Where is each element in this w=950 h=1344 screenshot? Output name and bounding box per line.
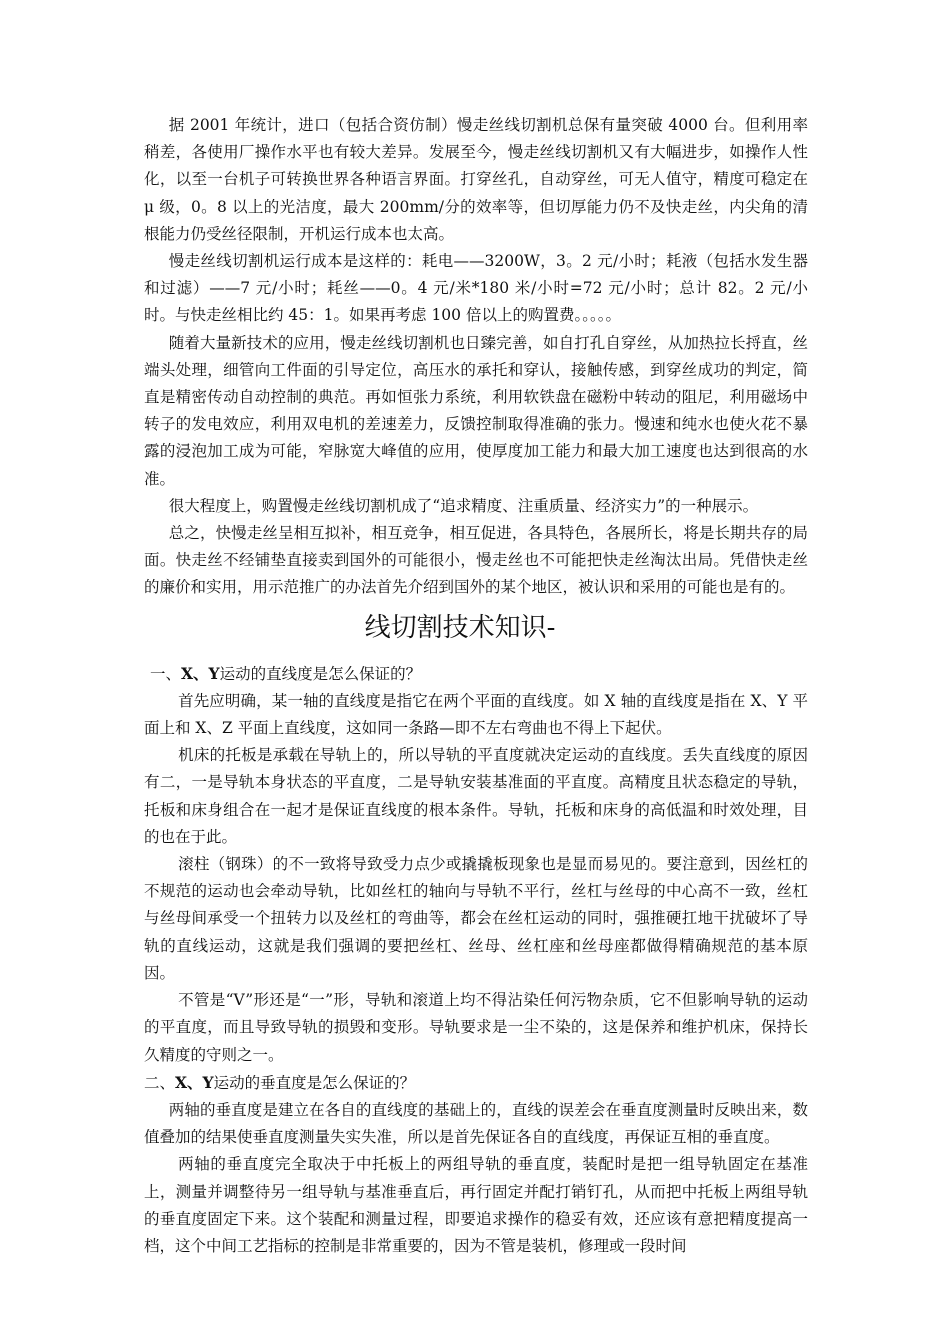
section-1-paragraph-2: 机床的托板是承载在导轨上的，所以导轨的平直度就决定运动的直线度。丢失直线度的原因有二，一是导轨本身状态的平直度，二是导轨安装基准面的平直度。高精度且状态稳定的导轨，托板和床身组合在一起才是保证直线度的根本条件。导轨，托板和床身的高低温和时效处理，目的也在于此。 <box>144 746 808 846</box>
section-1-heading <box>144 660 808 688</box>
section-2-prefix: 二、 <box>144 1073 176 1092</box>
document-body <box>144 112 808 1260</box>
intro-paragraph-3: 随着大量新技术的应用，慢走丝线切割机也日臻完善，如自打孔自穿丝，从加热拉长捋直，丝端头处理，细管向工件面的引导定位，高压水的承托和穿认，接触传感，到穿丝成功的判定，简直是精密传动自动控制的典范。再如恒张力系统，利用软铁盘在磁粉中转动的阻尼，利用磁场中转子的发电效应，利用双电机的差速差力，反馈控制取得准确的张力。慢速和纯水也使火花不暴露的浸泡加工成为可能，窄脉宽大峰值的应用，使厚度加工能力和最大加工速度也达到很高的水准。 <box>144 333 808 488</box>
section-1-prefix: 一、 <box>150 664 182 683</box>
intro-paragraph-5: 总之，快慢走丝呈相互拟补，相互竞争，相互促进，各具特色，各展所长，将是长期共存的局面。快走丝不经铺垫直接卖到国外的可能很小，慢走丝也不可能把快走丝淘汰出局。凭借快走丝的廉价和实用，用示范推广的办法首先介绍到国外的某个地区，被认识和采用的可能也是有的。 <box>144 524 808 597</box>
intro-paragraph-4: 很大程度上，购置慢走丝线切割机成了“追求精度、注重质量、经济实力”的一种展示。 <box>168 496 759 515</box>
section-1-paragraph-3: 滚柱（钢珠）的不一致将导致受力点少或撬撬板现象也是显而易见的。要注意到，因丝杠的不规范的运动也会牵动导轨，比如丝杠的轴向与导轨不平行，丝杠与丝母的中心高不一致，丝杠与丝母间承受一个扭转力以及丝杠的弯曲等，都会在丝杠运动的同时，强推硬扛地干扰破坏了导轨的直线运动，这就是我们强调的要把丝杠、丝母、丝杠座和丝母座都做得精确规范的基本原因。 <box>144 855 808 982</box>
section-2-paragraph-1: 两轴的垂直度是建立在各自的直线度的基础上的，直线的误差会在垂直度测量时反映出来，数值叠加的结果使垂直度测量失实失准，所以是首先保证各自的直线度，再保证互相的垂直度。 <box>144 1100 808 1147</box>
section-2-axes: X、Y <box>175 1072 214 1092</box>
section-1-paragraph-4: 不管是“V”形还是“一”形，导轨和滚道上均不得沾染任何污物杂质，它不但影响导轨的运动的平直度，而且导致导轨的损毁和变形。导轨要求是一尘不染的，这是保养和维护机床，保持长久精度的守则之一。 <box>144 991 808 1064</box>
document-title: 线切割技术知识- <box>364 612 556 643</box>
section-1-paragraph-1: 首先应明确，某一轴的直线度是指它在两个平面的直线度。如 X 轴的直线度是指在 X、Y 平面上和 X、Z 平面上直线度，这如同一条路—即不左右弯曲也不得上下起伏。 <box>144 691 808 738</box>
section-2-heading <box>144 1069 808 1097</box>
section-1-heading-text: 运动的直线度是怎么保证的？ <box>219 664 422 683</box>
intro-paragraph-2: 慢走丝线切割机运行成本是这样的：耗电——3200W，3。2 元/小时；耗液（包括水发生器和过滤）——7 元/小时；耗丝——0。4 元/米*180 米/小时=72 元/小时；总计 82。2 元/小时。与快走丝相比约 45：1。如果再考虑 100 倍以上的购置费。。。。。 <box>144 252 808 325</box>
section-2-heading-text: 运动的垂直度是怎么保证的？ <box>213 1073 416 1092</box>
section-2-paragraph-2: 两轴的垂直度完全取决于中托板上的两组导轨的垂直度，装配时是把一组导轨固定在基准上，测量并调整待另一组导轨与基准垂直后，再行固定并配打销钉孔，从而把中托板上两组导轨的垂直度固定下来。这个装配和测量过程，即要追求操作的稳妥有效，还应该有意把精度提高一档，这个中间工艺指标的控制是非常重要的，因为不管是装机，修理或一段时间 <box>144 1155 808 1255</box>
section-1-axes: X、Y <box>181 663 220 683</box>
intro-paragraph-1: 据 2001 年统计，进口（包括合资仿制）慢走丝线切割机总保有量突破 4000 台。但利用率稍差，各使用厂操作水平也有较大差异。发展至今，慢走丝线切割机又有大幅进步，如操作人性化，以至一台机子可转换世界各种语言界面。打穿丝孔，自动穿丝，可无人值守，精度可稳定在 μ 级，0。8 以上的光洁度，最大 200mm/分的效率等，但切厚能力仍不及快走丝，内尖角的清根能力仍受丝径限制，开机运行成本也太高。 <box>144 116 808 243</box>
